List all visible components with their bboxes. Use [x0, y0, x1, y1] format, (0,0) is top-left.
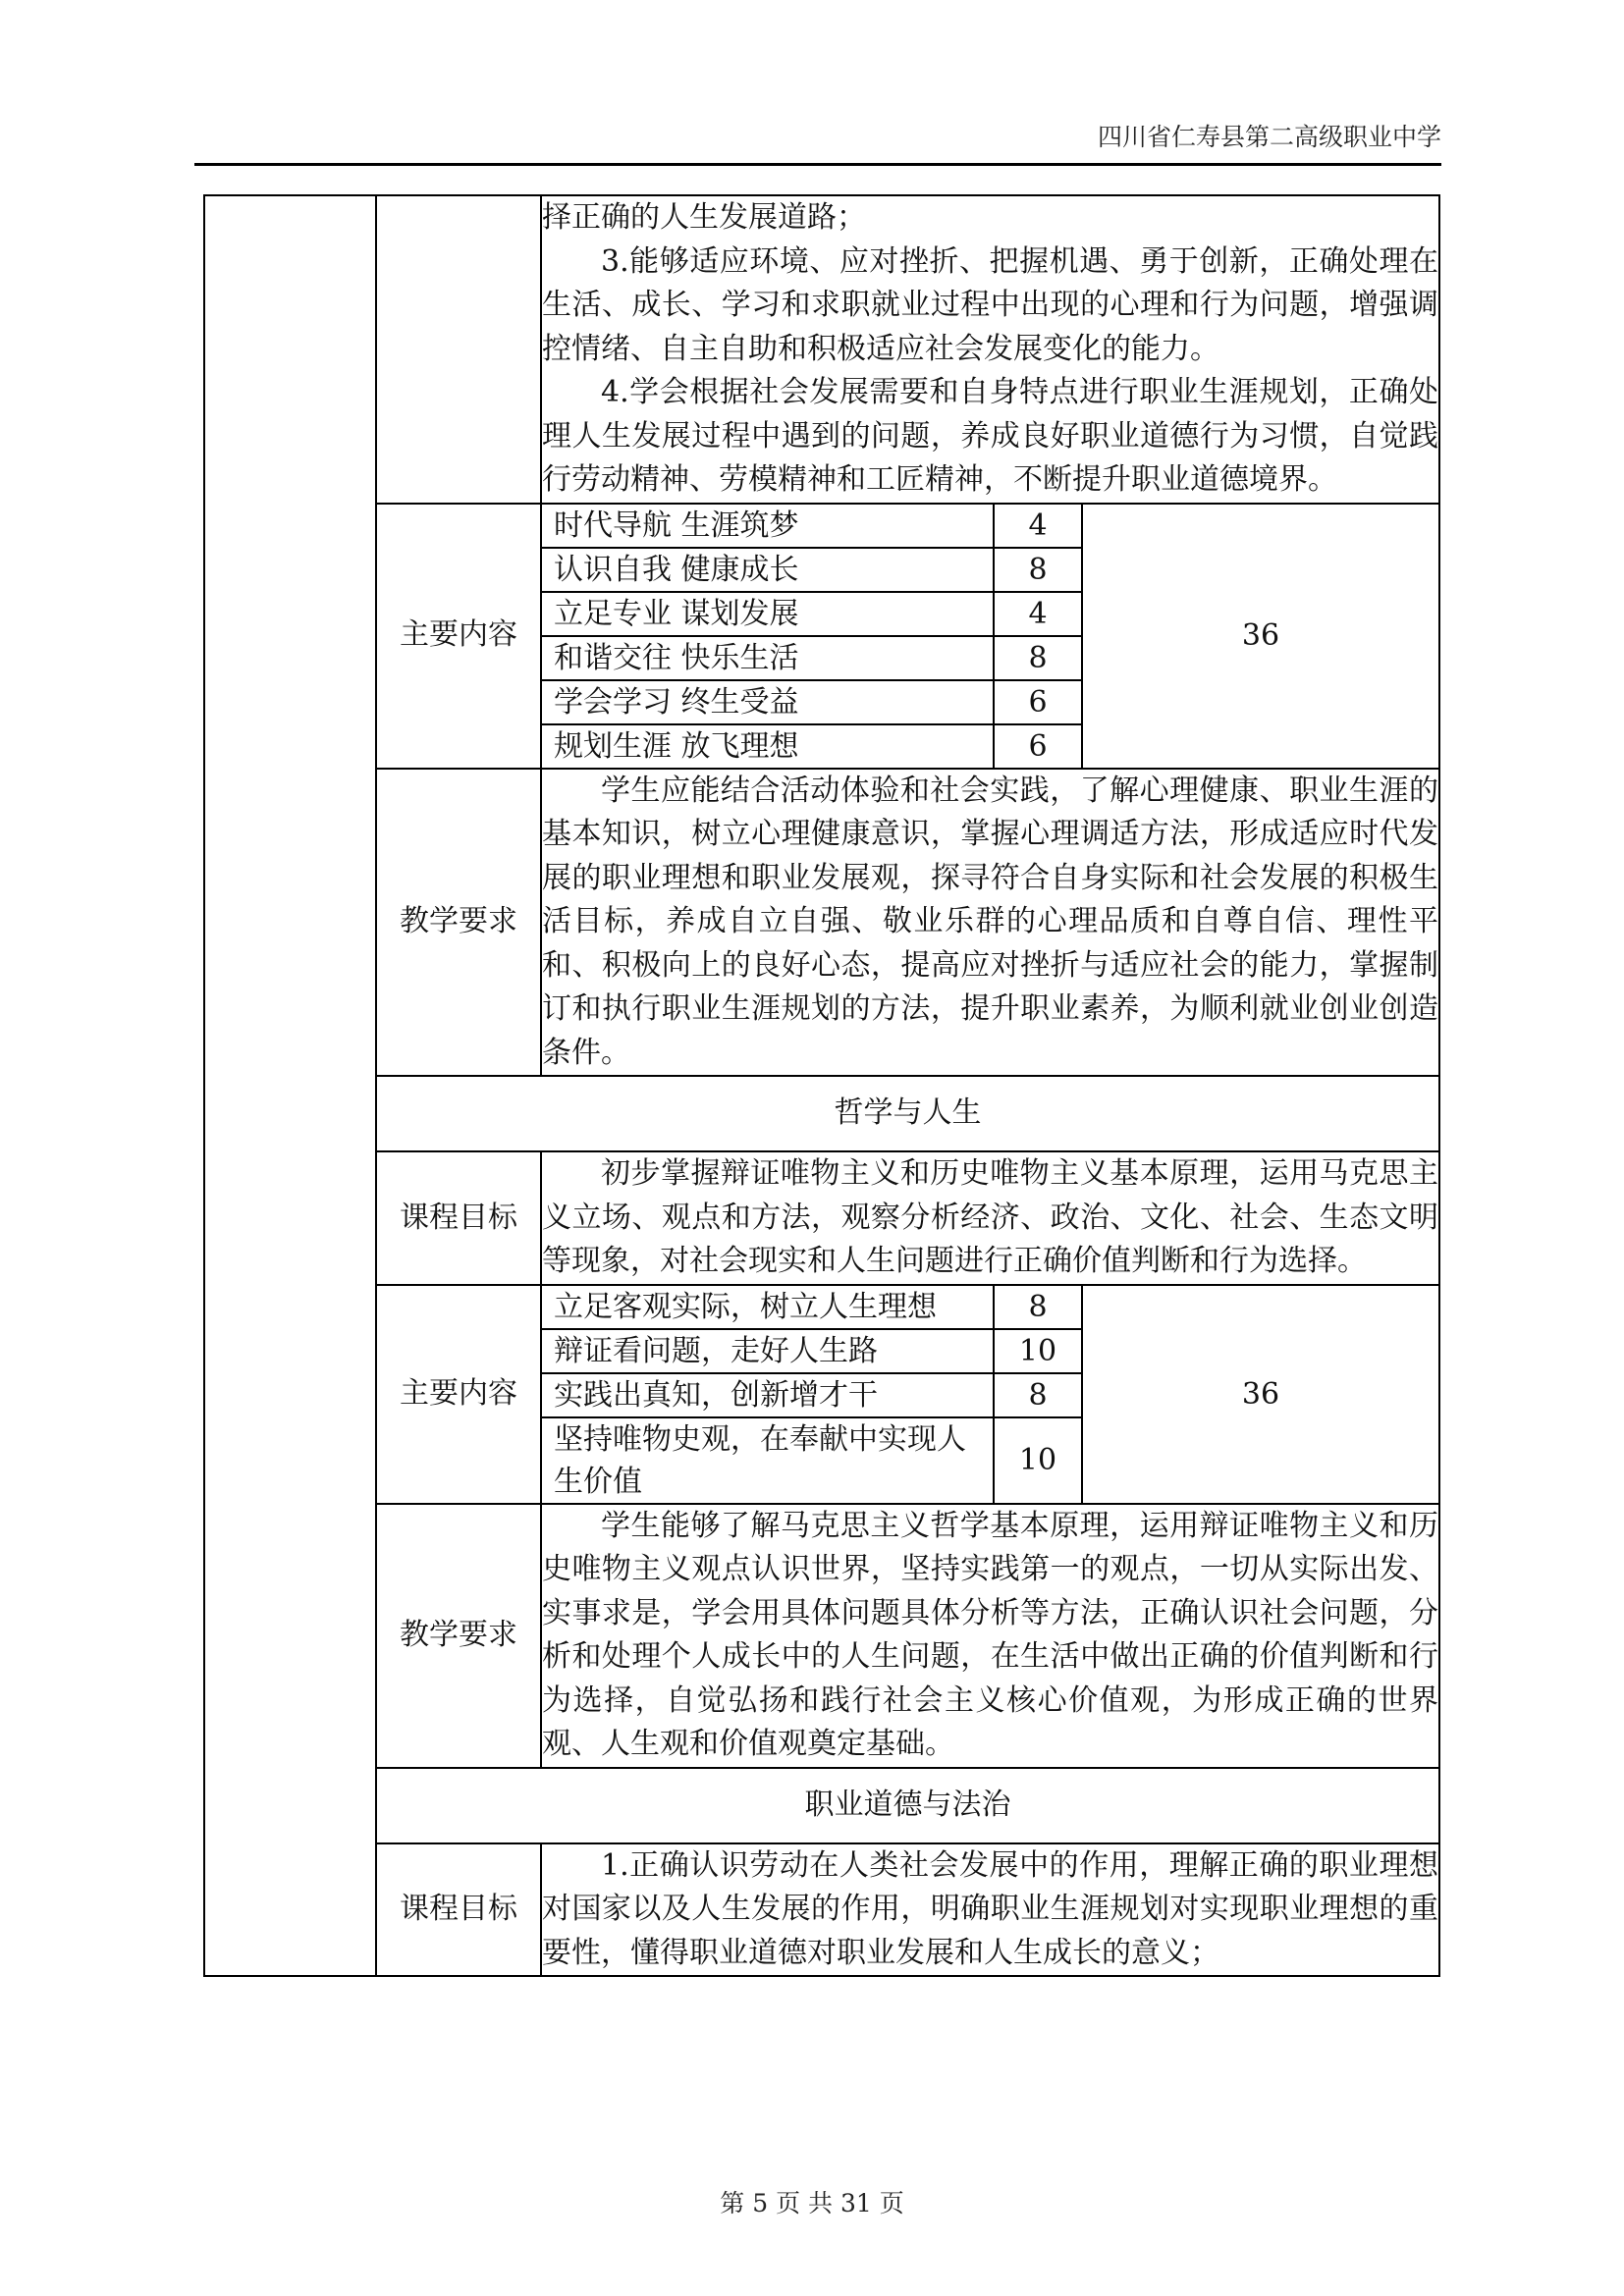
total-hours: 36: [1241, 618, 1280, 653]
goal-line: 3.能够适应环境、应对挫折、把握机遇、勇于创新，正确处理在生活、成长、学习和求职就业过程中出现的心理和行为问题，增强调控情绪、自主自助和积极适应社会发展变化的能力。: [542, 243, 1438, 366]
topic-row: [542, 1286, 1438, 1329]
topic-name: 认识自我 健康成长: [542, 548, 994, 592]
goal-line: 择正确的人生发展道路；: [542, 200, 866, 235]
goal-text: 1.正确认识劳动在人类社会发展中的作用，理解正确的职业理想对国家以及人生发展的作用，明确职业生涯规划对实现职业理想的重要性，懂得职业道德对职业发展和人生成长的意义；: [541, 1843, 1439, 1977]
topic-hours: 8: [994, 636, 1082, 680]
total-hours: 36: [1241, 1376, 1280, 1412]
requirement-text: 学生应能结合活动体验和社会实践，了解心理健康、职业生涯的基本知识，树立心理健康意识，掌握心理调适方法，形成适应时代发展的职业理想和职业发展观，探寻符合自身实际和社会发展的积极生活目标，养成自立自强、敬业乐群的心理品质和自尊自信、理性平和、积极向上的良好心态，提高应对挫折与适应社会的能力，掌握制订和执行职业生涯规划的方法，提升职业素养，为顺利就业创业创造条件。: [541, 769, 1439, 1077]
category-cell: [204, 195, 376, 1976]
header-rule: [194, 163, 1441, 166]
topic-hours: 8: [994, 548, 1082, 592]
topic-name: 辩证看问题，走好人生路: [542, 1329, 994, 1373]
section-title: 职业道德与法治: [376, 1768, 1439, 1843]
goal-label: 课程目标: [376, 1151, 541, 1285]
page-number: 第 5 页 共 31 页: [720, 2189, 904, 2217]
content-cell: [541, 504, 1439, 769]
topic-hours: 8: [994, 1286, 1082, 1329]
table-row: [204, 195, 1439, 504]
requirement-text: 学生能够了解马克思主义哲学基本原理，运用辩证唯物主义和历史唯物主义观点认识世界，坚持实践第一的观点，一切从实际出发、实事求是，学会用具体问题具体分析等方法，正确认识社会问题，分析和处理个人成长中的人生问题，在生活中做出正确的价值判断和行为选择，自觉弘扬和践行社会主义核心价值观，为形成正确的世界观、人生观和价值观奠定基础。: [541, 1504, 1439, 1768]
topic-name: 立足客观实际，树立人生理想: [542, 1286, 994, 1329]
topic-name: 和谐交往 快乐生活: [542, 636, 994, 680]
topic-name: 实践出真知，创新增才干: [542, 1373, 994, 1417]
goal-line: 4.学会根据社会发展需要和自身特点进行职业生涯规划，正确处理人生发展过程中遇到的问题，养成良好职业道德行为习惯，自觉践行劳动精神、劳模精神和工匠精神，不断提升职业道德境界。: [542, 375, 1438, 497]
table-row: [204, 1843, 1439, 1977]
goal-label: 课程目标: [376, 1843, 541, 1977]
topic-name: 学会学习 终生受益: [542, 680, 994, 724]
topic-hours-table: [542, 1286, 1438, 1503]
requirement-label: 教学要求: [376, 769, 541, 1077]
topic-name: 时代导航 生涯筑梦: [542, 505, 994, 548]
curriculum-table: [203, 194, 1440, 1977]
content-label: 主要内容: [376, 1285, 541, 1504]
goal-text: 初步掌握辩证唯物主义和历史唯物主义基本原理，运用马克思主义立场、观点和方法，观察分析经济、政治、文化、社会、生态文明等现象，对社会现实和人生问题进行正确价值判断和行为选择。: [541, 1151, 1439, 1285]
topic-hours-table: [542, 505, 1438, 768]
table-row: [204, 1504, 1439, 1768]
topic-hours: 6: [994, 724, 1082, 768]
topic-hours: 6: [994, 680, 1082, 724]
requirement-label: 教学要求: [376, 1504, 541, 1768]
topic-name: 规划生涯 放飞理想: [542, 724, 994, 768]
topic-name: 立足专业 谋划发展: [542, 592, 994, 636]
header-school-name: 四川省仁寿县第二高级职业中学: [1097, 123, 1441, 151]
topic-hours: 10: [994, 1329, 1082, 1373]
table-row: [204, 1076, 1439, 1151]
content-cell: [541, 1285, 1439, 1504]
topic-name: 坚持唯物史观，在奉献中实现人生价值: [542, 1417, 994, 1503]
content-label: 主要内容: [376, 504, 541, 769]
goal-label-cell: [376, 195, 541, 504]
topic-hours: 10: [994, 1417, 1082, 1503]
topic-hours: 4: [994, 505, 1082, 548]
table-row: [204, 1151, 1439, 1285]
table-row: [204, 1285, 1439, 1504]
section-title: 哲学与人生: [376, 1076, 1439, 1151]
topic-row: [542, 505, 1438, 548]
table-row: [204, 1768, 1439, 1843]
topic-hours: 4: [994, 592, 1082, 636]
table-row: [204, 504, 1439, 769]
goal-continuation-text: [541, 195, 1439, 504]
table-row: [204, 769, 1439, 1077]
topic-hours: 8: [994, 1373, 1082, 1417]
